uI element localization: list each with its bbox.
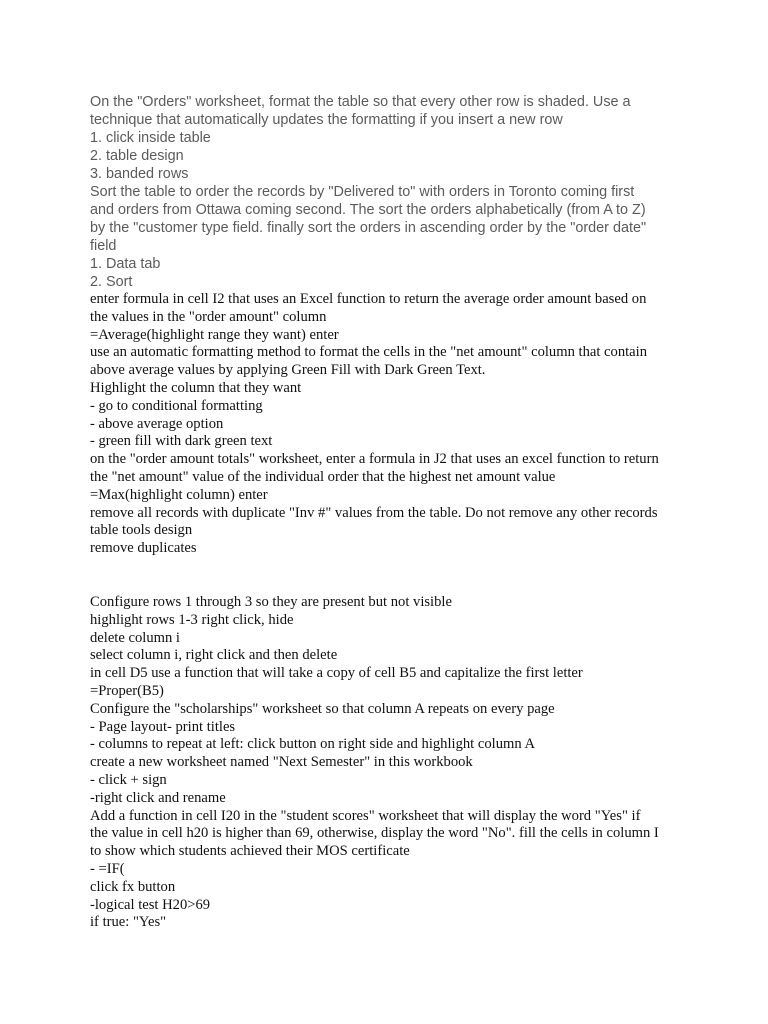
instructions-block-serif-1: [90, 291, 690, 558]
text-line: Configure rows 1 through 3 so they are present but not visible: [90, 593, 452, 610]
text-line: - Page layout- print titles: [90, 718, 236, 735]
text-line: - click + sign: [90, 771, 167, 788]
text-line: click fx button: [90, 878, 176, 895]
paragraph-gap: [90, 558, 690, 594]
text-line: delete column i: [90, 629, 180, 646]
text-line: 2. Sort: [90, 274, 133, 290]
text-line: remove duplicates: [90, 540, 197, 557]
text-line: highlight rows 1-3 right click, hide: [90, 611, 294, 628]
text-line: in cell D5 use a function that will take a copy of cell B5 and capitalize the first letter: [90, 665, 583, 682]
text-line: Sort the table to order the records by "Delivered to" with orders in Toronto coming first: [90, 184, 635, 200]
text-line: enter formula in cell I2 that uses an Excel function to return the average order amount based on: [90, 291, 647, 307]
text-line: Add a function in cell I20 in the "student scores" worksheet that will display the word "Yes" if: [90, 807, 641, 824]
text-line: 3. banded rows: [90, 166, 189, 182]
text-line: if true: "Yes": [90, 914, 167, 931]
text-line: - go to conditional formatting: [90, 397, 263, 414]
text-line: the values in the "order amount" column: [90, 308, 327, 325]
text-line: create a new worksheet named "Next Semester" in this workbook: [90, 754, 473, 771]
text-line: the "net amount" value of the individual order that the highest net amount value: [90, 468, 556, 485]
text-line: use an automatic formatting method to format the cells in the "net amount" column that contain: [90, 344, 648, 361]
instructions-block-sans: [90, 93, 690, 291]
text-line: =Proper(B5): [90, 682, 164, 699]
text-line: remove all records with duplicate "Inv #" values from the table. Do not remove any other records: [90, 504, 658, 521]
text-line: table tools design: [90, 522, 193, 539]
text-line: - green fill with dark green text: [90, 433, 273, 450]
text-line: - columns to repeat at left: click button on right side and highlight column A: [90, 736, 536, 753]
instructions-block-serif-2: [90, 594, 690, 932]
text-line: and orders from Ottawa coming second. The sort the orders alphabetically (from A to Z): [90, 202, 646, 218]
text-line: 1. click inside table: [90, 130, 211, 146]
text-line: =Max(highlight column) enter: [90, 486, 268, 503]
text-line: field: [90, 238, 117, 254]
text-line: - =IF(: [90, 860, 125, 877]
text-line: -right click and rename: [90, 789, 226, 806]
text-line: by the "customer type field. finally sort the orders in ascending order by the "order date": [90, 220, 647, 236]
text-line: select column i, right click and then delete: [90, 647, 338, 664]
text-line: on the "order amount totals" worksheet, enter a formula in J2 that uses an excel function to return: [90, 451, 659, 468]
text-line: On the "Orders" worksheet, format the table so that every other row is shaded. Use a: [90, 94, 631, 110]
text-line: Highlight the column that they want: [90, 379, 302, 396]
text-line: the value in cell h20 is higher than 69, otherwise, display the word "No". fill the cells in column I: [90, 825, 659, 842]
text-line: Configure the "scholarships" worksheet so that column A repeats on every page: [90, 700, 555, 717]
text-line: technique that automatically updates the formatting if you insert a new row: [90, 112, 563, 128]
text-line: 2. table design: [90, 148, 184, 164]
text-line: 1. Data tab: [90, 256, 161, 272]
text-line: -logical test H20>69: [90, 896, 211, 913]
text-line: =Average(highlight range they want) enter: [90, 326, 339, 343]
text-line: above average values by applying Green Fill with Dark Green Text.: [90, 362, 486, 379]
text-line: to show which students achieved their MOS certificate: [90, 843, 410, 860]
document-body: [90, 93, 690, 932]
text-line: - above average option: [90, 415, 224, 432]
